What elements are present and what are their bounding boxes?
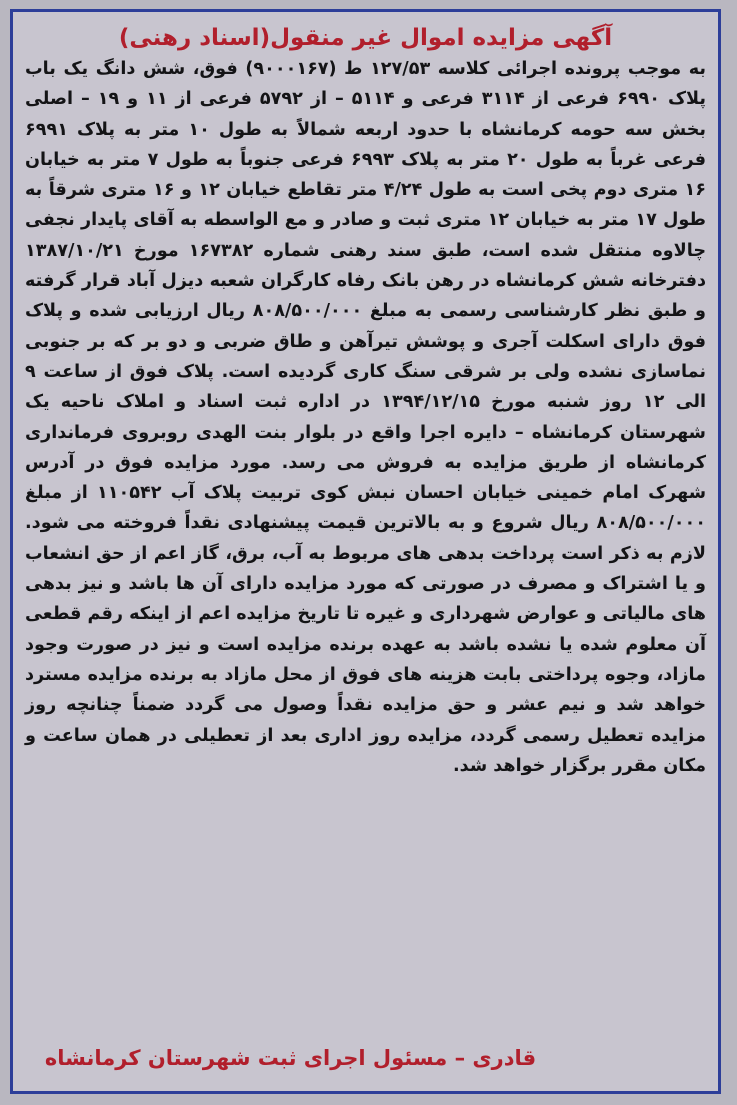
notice-frame	[10, 9, 721, 1094]
notice-title: آگهی مزایده اموال غیر منقول(اسناد رهنی)	[118, 25, 613, 51]
notice-body: به موجب پرونده اجرائی کلاسه ۱۲۷/۵۳ ط (۹۰۰۰۱۶۷) فوق، شش دانگ یک باب پلاک ۶۹۹۰ فرعی از ۳۱۱۴ فرعی و ۵۱۱۴ – از ۵۷۹۲ فرعی از ۱۱ و ۱۹ – اصلی بخش سه حومه کرمانشاه با حدود اربعه شمالاً به طول ۱۰ متر به پلاک ۶۹۹۱ فرعی غرباً به طول ۲۰ متر به پلاک ۶۹۹۳ فرعی جنوباً به طول ۷ متر به خیابان ۱۶ متری دوم پخی است به طول ۴/۲۴ متر تقاطع خیابان ۱۲ و ۱۶ متری شرقاً به طول ۱۷ متر به خیابان ۱۲ متری ثبت و صادر و مع الواسطه به آقای پایدار نجفی چالاوه منتقل شده است، طبق سند رهنی شماره ۱۶۷۳۸۲ مورخ ۱۳۸۷/۱۰/۲۱ دفترخانه شش کرمانشاه در رهن بانک رفاه کارگران شعبه دیزل آباد قرار گرفته و طبق نظر کارشناسی رسمی به مبلغ ۸۰۸/۵۰۰/۰۰۰ ریال ارزیابی شده و پلاک فوق دارای اسکلت آجری و پوشش تیرآهن و طاق ضربی و دو بر که بر جنوبی نماسازی نشده ولی بر شرقی سنگ کاری گردیده است. پلاک فوق از ساعت ۹ الی ۱۲ روز شنبه مورخ ۱۳۹۴/۱۲/۱۵ در اداره ثبت اسناد و املاک ناحیه یک شهرستان کرمانشاه – دایره اجرا واقع در بلوار بنت الهدی روبروی فرمانداری کرمانشاه از طریق مزایده به فروش می رسد. مورد مزایده فوق در آدرس شهرک امام خمینی خیابان احسان نبش کوی تربیت پلاک آب ۱۱۰۵۴۲ از مبلغ ۸۰۸/۵۰۰/۰۰۰ ریال شروع و به بالاترین قیمت پیشنهادی نقداً فروخته می شود. لازم به ذکر است پرداخت بدهی های مربوط به آب، برق، گاز اعم از حق انشعاب و یا اشتراک و مصرف در صورتی که مورد مزایده دارای آن ها باشد و نیز بدهی های مالیاتی و عوارض شهرداری و غیره تا تاریخ مزایده اعم از اینکه رقم قطعی آن معلوم شده یا نشده باشد به عهده برنده مزایده است و نیز در صورت وجود مازاد، وجوه پرداختی بابت هزینه های فوق از محل مازاد به برنده مزایده مسترد خواهد شد و نیم عشر و حق مزایده نقداً وصول می گردد ضمناً چنانچه روز مزایده تعطیل رسمی گردد، مزایده روز اداری بعد از تعطیلی در همان ساعت و مکان مقرر برگزار خواهد شد.	[25, 59, 707, 776]
notice-content	[21, 22, 710, 1081]
notice-signature: قادری – مسئول اجرای ثبت شهرستان کرمانشاه	[44, 1046, 537, 1070]
